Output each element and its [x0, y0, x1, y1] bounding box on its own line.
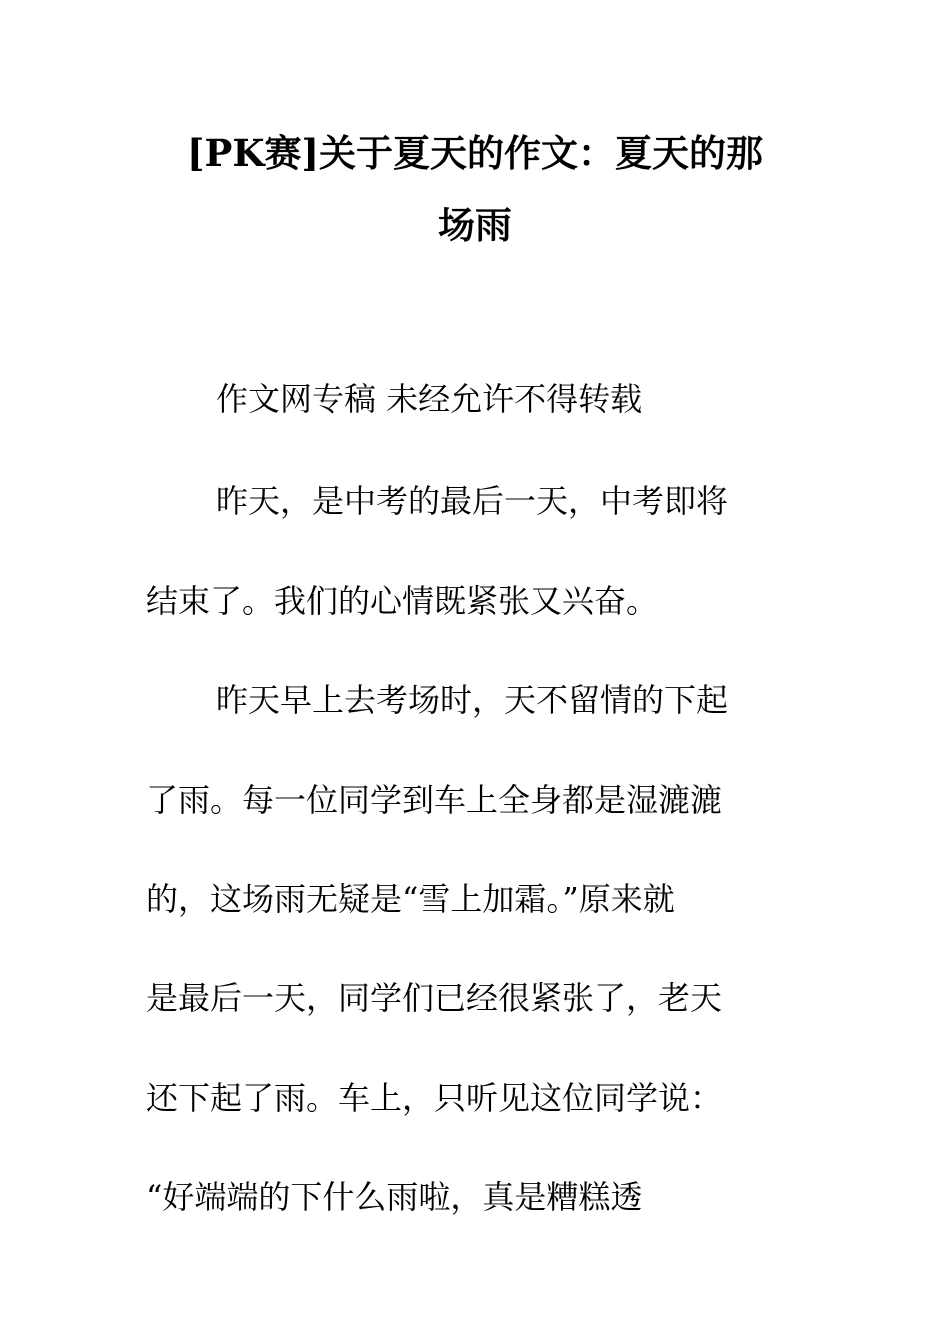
paragraph-2-line-6: “好端端的下什么雨啦，真是糟糕透: [146, 1178, 643, 1216]
paragraph-1-line-2: 结束了。我们的心情既紧张又兴奋。: [146, 582, 659, 620]
paragraph-1-line-1: 昨天，是中考的最后一天，中考即将: [216, 482, 729, 520]
paragraph-2-line-2: 了雨。每一位同学到车上全身都是湿漉漉: [146, 781, 723, 819]
paragraph-2-line-5: 还下起了雨。车上，只听见这位同学说：: [146, 1079, 723, 1117]
paragraph-2-line-1: 昨天早上去考场时，天不留情的下起: [216, 681, 729, 719]
document-title-line-1: [PK赛]关于夏天的作文：夏天的那: [187, 131, 763, 175]
paragraph-2-line-3: 的，这场雨无疑是“雪上加霜。”原来就: [146, 880, 675, 918]
paragraph-2-line-4: 是最后一天，同学们已经很紧张了，老天: [146, 979, 723, 1017]
document-title-line-2: 场雨: [438, 203, 512, 247]
byline: 作文网专稿 未经允许不得转载: [216, 380, 643, 418]
